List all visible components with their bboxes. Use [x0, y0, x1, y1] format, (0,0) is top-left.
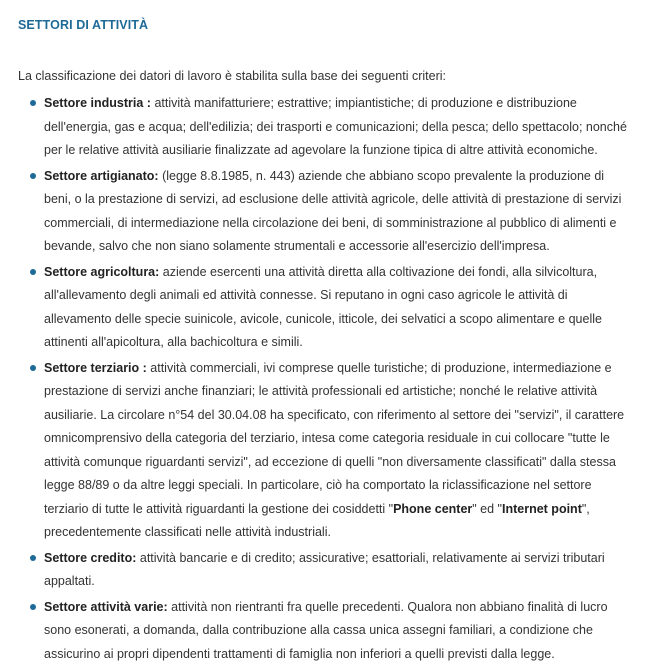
- internet-point-term: Internet point: [502, 502, 582, 516]
- sector-description: attività manifatturiere; estrattive; impiantistiche; di produzione e distribuzione dell'energia, gas e acqua; dell'edilizia; dei trasporti e comunicazioni; della pesca; dello spettacolo; nonché per le relative attività ausiliarie finalizzate ad agevolare la funzione tipica di altre attività economiche.: [44, 96, 627, 157]
- sector-description-mid: " ed ": [472, 502, 502, 516]
- bullet-icon: [30, 100, 36, 106]
- sector-term: Settore industria :: [44, 96, 151, 110]
- sector-term: Settore credito:: [44, 551, 136, 565]
- bullet-icon: [30, 555, 36, 561]
- intro-text: La classificazione dei datori di lavoro è stabilita sulla base dei seguenti criteri:: [18, 64, 637, 88]
- sector-description: attività commerciali, ivi comprese quelle turistiche; di produzione, intermediazione e prestazione di servizi anche finanziari; le attività professionali ed artistiche; nonché le relative attività ausiliarie. La circolare n°54 del 30.04.08 ha specificato, con riferimento al settore dei "servizi", il carattere omnicomprensivo della categoria del terziario, intesa come categoria residuale in cui collocare "tutte le attività comunque riguardanti servizi", ad eccezione di quelli "non diversamente classificati" dalla stessa legge 88/89 o da altre leggi speciali. In particolare, ciò ha comportato la riclassificazione nel settore terziario di tutte le attività riguardanti la gestione dei cosiddetti ": [44, 361, 624, 516]
- phone-center-term: Phone center: [393, 502, 472, 516]
- list-item-credito: [18, 547, 637, 594]
- sector-term: Settore terziario :: [44, 361, 147, 375]
- sector-description: attività non rientranti fra quelle precedenti. Qualora non abbiano finalità di lucro sono esonerati, a domanda, dalla contribuzione alla cassa unica assegni familiari, a condizione che assicurino ai propri dipendenti trattamenti di famiglia non inferiori a quelli previsti dalla legge.: [44, 600, 608, 661]
- bullet-icon: [30, 604, 36, 610]
- list-item-attivita-varie: [18, 596, 637, 666]
- sector-term: Settore artigianato:: [44, 169, 159, 183]
- sector-description: aziende esercenti una attività diretta alla coltivazione dei fondi, alla silvicoltura, all'allevamento degli animali ed attività connesse. Si reputano in ogni caso agricole le attività di allevamento delle specie suinicole, avicole, cunicole, itticole, dei selvatici a scopo alimentare e quelle attinenti all'apicoltura, alla bachicoltura e simili.: [44, 265, 602, 350]
- bullet-icon: [30, 173, 36, 179]
- sector-description: attività bancarie e di credito; assicurative; esattoriali, relativamente ai servizi tributari appaltati.: [44, 551, 605, 589]
- sector-term: Settore attività varie:: [44, 600, 168, 614]
- list-item-artigianato: [18, 165, 637, 259]
- sector-description-tail: ", precedentemente classificati nelle attività industriali.: [44, 502, 590, 540]
- list-item-agricoltura: [18, 261, 637, 355]
- list-item-industria: [18, 92, 637, 163]
- sector-description: (legge 8.8.1985, n. 443) aziende che abbiano scopo prevalente la produzione di beni, o la prestazione di servizi, ad esclusione delle attività agricole, delle attività di prestazione di servizi commerciali, di intermediazione nella circolazione dei beni, di somministrazione al pubblico di alimenti e bevande, salvo che non siano solamente strumentali e accessorie all'esercizio dell'impresa.: [44, 169, 621, 254]
- bullet-icon: [30, 365, 36, 371]
- sector-list: [18, 92, 637, 666]
- section-title: SETTORI DI ATTIVITÀ: [18, 16, 637, 34]
- bullet-icon: [30, 269, 36, 275]
- sector-term: Settore agricoltura:: [44, 265, 159, 279]
- list-item-terziario: [18, 357, 637, 545]
